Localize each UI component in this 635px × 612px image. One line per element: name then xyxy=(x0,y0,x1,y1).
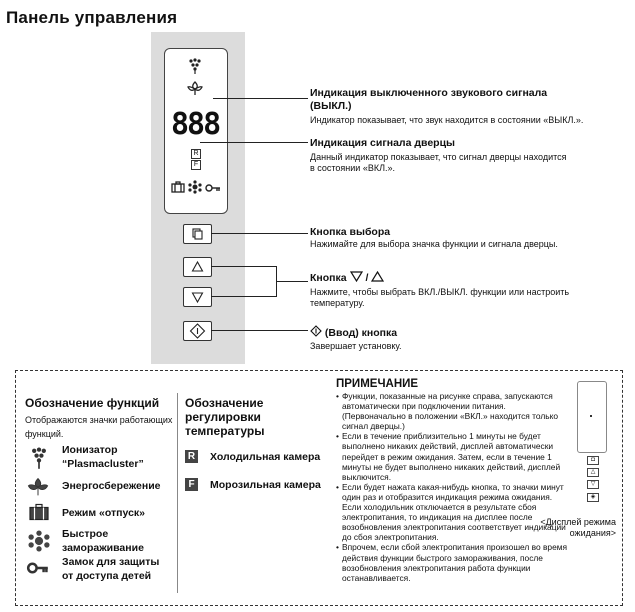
leader-line-select xyxy=(211,233,308,234)
key-lock-icon xyxy=(26,561,50,579)
function-item-child-lock-line2: от доступа детей xyxy=(62,570,152,582)
freezer-label: Морозильная камера xyxy=(210,479,321,491)
function-item-express-freeze-line2: замораживание xyxy=(62,542,144,554)
temperature-digits: 888 xyxy=(171,107,220,142)
fridge-label: Холодильная камера xyxy=(210,451,321,463)
leader-line-updown xyxy=(276,281,308,282)
functions-heading: Обозначение функций xyxy=(25,396,160,410)
select-text: Нажимайте для выбора значка функции и сигнала дверцы. xyxy=(310,239,558,249)
express-freeze-icon xyxy=(27,530,51,556)
temperature-heading-line1: Обозначение xyxy=(185,396,264,410)
note-heading: ПРИМЕЧАНИЕ xyxy=(336,378,419,390)
standby-dot xyxy=(590,415,592,417)
vacation-suitcase-icon xyxy=(27,503,51,525)
standby-label-line2: ожидания> xyxy=(569,528,616,538)
ion-cluster-icon xyxy=(27,446,51,474)
updown-heading-prefix: Кнопка xyxy=(310,272,347,284)
select-heading: Кнопка выбора xyxy=(310,226,391,238)
function-item-ionizer-line1: Ионизатор xyxy=(62,444,118,456)
standby-label-line1: <Дисплей режима xyxy=(540,517,616,527)
leader-line-enter xyxy=(211,330,308,331)
door-text: Данный индикатор показывает, что сигнал дверцы находится в состоянии «ВКЛ.». xyxy=(310,152,567,173)
function-item-vacation: Режим «отпуск» xyxy=(62,507,146,519)
leader-line-up xyxy=(211,266,276,267)
mini-down-icon: ▽ xyxy=(587,480,599,489)
enter-heading xyxy=(310,325,397,339)
r-box: R xyxy=(185,450,198,463)
up-triangle-icon xyxy=(371,271,384,282)
down-button[interactable] xyxy=(183,287,212,307)
enter-text: Завершает установку. xyxy=(310,341,402,351)
function-item-child-lock-line1: Замок для защиты xyxy=(62,556,160,568)
leader-line-mute xyxy=(213,98,308,99)
mute-text: Индикатор показывает, что звук находится в состоянии «ВЫКЛ.». xyxy=(310,115,584,125)
note-item: • Если будет нажата какая-нибудь кнопка, то значки минут один раз и отобразится индикация режима ожидания. Если холодильник отключается в результате сбоя электропитания, то индикация на дисплее после возобновления электропитания соответствует индикации до сбоя электропитания. xyxy=(336,482,568,543)
updown-text: Нажмите, чтобы выбрать ВКЛ./ВЫКЛ. функции или настроить температуру. xyxy=(310,287,570,308)
express-freeze-icon xyxy=(188,180,202,197)
note-list xyxy=(336,391,568,583)
energy-saving-leaf-icon xyxy=(185,80,205,99)
note-item: • Впрочем, если сбой электропитания произошел во время действия функции быстрого замораживания, после возобновления электропитания работа функции останавливается. xyxy=(336,542,568,582)
updown-heading xyxy=(310,271,384,284)
updown-heading-sep: / xyxy=(365,272,369,284)
leader-line-door xyxy=(200,142,308,143)
note-item: • Функции, показанные на рисунке справа, запускаются автоматически при подключении питания. (Первоначально в положении «ВКЛ.» находится только сигнал дверцы.) xyxy=(336,391,568,431)
functions-subtitle: Отображаются значки работающих функций. xyxy=(25,415,173,439)
energy-saving-leaf-icon xyxy=(26,477,50,501)
key-lock-icon xyxy=(205,182,221,196)
enter-diamond-icon xyxy=(310,325,322,337)
ion-cluster-icon xyxy=(186,57,204,78)
r-indicator: R xyxy=(191,149,201,159)
mute-heading: Индикация выключенного звукового сигнала (ВЫКЛ.) xyxy=(310,87,548,112)
up-button[interactable] xyxy=(183,257,212,277)
page-title: Панель управления xyxy=(6,8,178,27)
function-item-ionizer-line2: “Plasmacluster” xyxy=(62,458,144,470)
temperature-heading-line3: температуры xyxy=(185,424,265,438)
vacation-suitcase-icon xyxy=(171,181,185,196)
function-item-energy-saving: Энергосбережение xyxy=(62,480,161,492)
f-indicator: F xyxy=(191,160,201,170)
note-item: • Если в течение приблизительно 1 минуты не будет выполнено никаких действий, дисплей автоматически перейдет в режим ожидания. Затем, если в течение 1 минуты не будет выполнено никаких действий, дисплей выключится. xyxy=(336,431,568,481)
mini-select-icon: ◘ xyxy=(587,456,599,465)
function-item-express-freeze-line1: Быстрое xyxy=(62,528,109,540)
mini-enter-icon: ◈ xyxy=(587,493,599,502)
select-button[interactable] xyxy=(183,224,212,244)
legend-divider xyxy=(177,393,178,593)
leader-line-down xyxy=(211,296,276,297)
door-heading: Индикация сигнала дверцы xyxy=(310,137,455,149)
enter-button[interactable] xyxy=(183,321,212,341)
f-box: F xyxy=(185,478,198,491)
mini-up-icon: △ xyxy=(587,468,599,477)
temperature-heading-line2: регулировки xyxy=(185,410,261,424)
standby-display-mini xyxy=(577,381,607,453)
down-triangle-icon xyxy=(350,271,363,282)
enter-heading-label: (Ввод) кнопка xyxy=(324,327,398,339)
